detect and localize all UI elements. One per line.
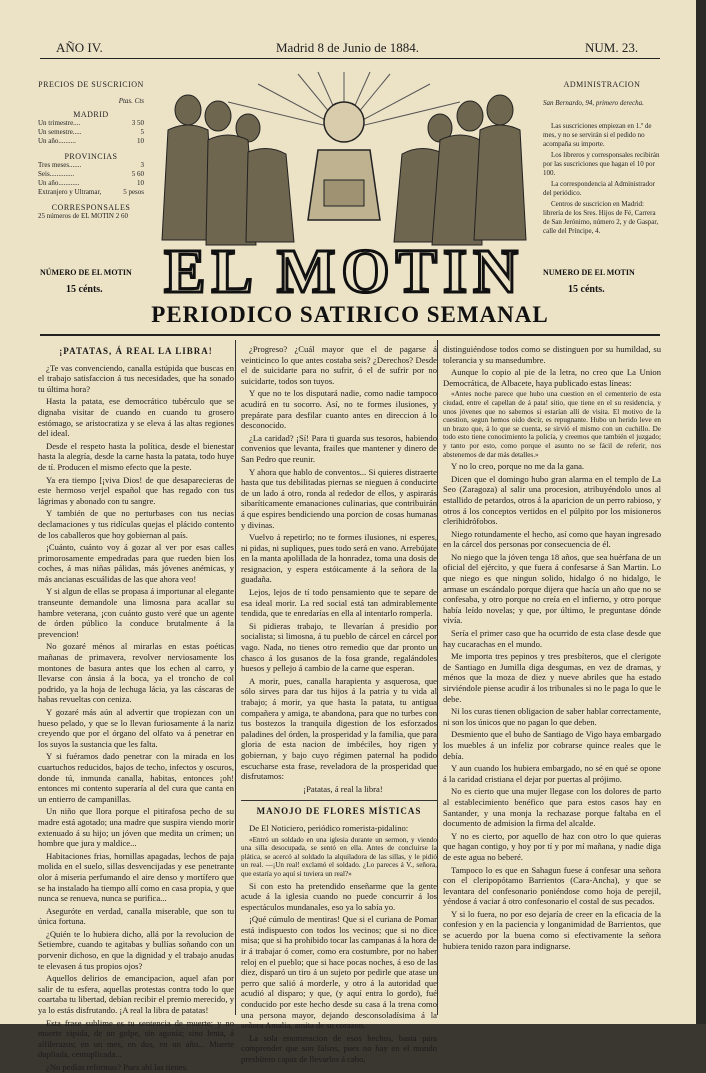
column-3	[443, 344, 661, 1014]
column-divider	[235, 340, 236, 1015]
paragraph: Niego rotundamente el hecho, así como que hayan ingresado en la cárcel dos personas por consecuencia de él.	[443, 528, 661, 550]
price-row: Un semestre..... 5	[38, 128, 144, 136]
paragraph: No gozaré ménos al mirarlas en estas poéticas mañanas de primavera, revolver nerviosamente los montones de basura antes que los echen al carro, y llevarse con ánsia á la boca, ya el troncho de col podrido, ya la hoja de lechuga lácia, ya las cáscaras de habas revueltas con ceniza.	[38, 641, 234, 705]
column-1	[38, 344, 234, 1072]
paragraph: Desmiento que el buho de Santiago de Vigo haya embargado los muebles á un infeliz por cobrarse quince reales que le debía.	[443, 729, 661, 761]
right-price: 15 cénts.	[568, 284, 605, 295]
admin-title: ADMINISTRACION	[563, 80, 641, 89]
admin-note: Centros de suscricion en Madrid: librería de los Sres. Hijos de Fé, Carrera de San Jerónimo, número 2, y de Gaspar, calle del Príncipe, 4.	[543, 200, 659, 235]
paragraph: Si con esto ha pretendido enseñarme que la gente acude á la iglesia cuando no puede concurrir á los espectáculos mundanales, eso ya lo sabía yo.	[241, 880, 437, 912]
provincias-title: PROVINCIAS	[64, 152, 118, 161]
paragraph: Lejos, lejos de tí todo pensamiento que te separe de esa ideal morir. La red social está tan admirablemente tendida, que te enredarías en ella al intentarlo romperla.	[241, 587, 437, 619]
paragraph: Vuelvo á repetirlo; no te formes ilusiones, ni esperes, ni pidas, ni supliques, pues todo será en vano. Arrebújate en la manta apolillada de la honradez, toma una dosis de resignacion, y espera estóicamente á la señora de la guadaña.	[241, 532, 437, 585]
price-row: Extranjero y Ultramar, 5 pesos	[38, 188, 144, 196]
paragraph: Sería el primer caso que ha ocurrido de esta clase desde que hay cucarachas en el mundo.	[443, 628, 661, 649]
paragraph: ¡Cuánto, cuánto voy á gozar al ver por esas calles primorosamente empedradas para que rueden bien los coches, á mas niñas pálidas, más jóvenes anémicas, y más ancianas escuálidas de las que ahora veo!	[38, 542, 234, 584]
prices-title: PRECIOS DE SUSCRICION	[38, 80, 144, 89]
issue-year: AÑO IV.	[56, 40, 103, 55]
column-2	[241, 344, 437, 1064]
paragraph: Dicen que el domingo hubo gran alarma en el templo de La Seo (Zaragoza) al salir una procesion, atribuyéndolo unos al estallido de petardos, otros á la aparicion de un perro rabioso, y otros á los conceptos vertidos en el púlpito por los misioneros clerihidrófobos.	[443, 473, 661, 527]
newspaper-slogan: PERIODICO SATIRICO SEMANAL	[151, 302, 549, 327]
admin-note: La correspondencia al Administrador del periódico.	[543, 180, 655, 197]
section-intro: De El Noticiero, periódico romerista-pidalino:	[249, 822, 409, 833]
price-row: Seis.............. 5 60	[38, 170, 144, 178]
paragraph: La sola enumeracion de esos hechos, basta para comprender que son falsos, pues no hay en el mundo presbítero capaz de llevarlos á cabo,	[241, 1032, 437, 1064]
paragraph: ¿La caridad? ¡Sí! Para ti guarda sus tesoros, habiendo convenios que levanta, frailes que mantener y dinero de San Pedro que reunir.	[241, 432, 437, 464]
paragraph: Ya era tiempo [¡viva Dios! de que desaparecieras de este hermoso verjel español que has regado con tus lágrimas y abonado con tu sangre.	[38, 474, 234, 506]
paragraph: Y gozaré más aún al advertir que tropiezan con un hueso pelado, y que se lo llevan furiosamente á la nariz creyendo que por el órgano del olfato va á penetrar en los suyos la sustancia que les falta.	[38, 707, 234, 749]
masthead-title: EL MOTIN	[164, 238, 524, 306]
paragraph: Y no es cierto, por aquello de haz con otro lo que quieras que hagan contigo, y hoy por tí y por mí mañana, y nadie diga de este agua no beberé.	[443, 830, 661, 862]
paragraph: Y también de que no perturbases con tus necias declamaciones y tus ridículas quejas el plácido contento de los caballeros que hoy gobiernan al país.	[38, 508, 234, 540]
paragraph: Aseguróte en verdad, canalla miserable, que son tu única fortuna.	[38, 905, 234, 927]
paragraph: ¿Progreso? ¿Cuál mayor que el de pagarse á veinticinco lo que antes costaba seis? ¿Derechos? Desde el de suicidarte para no sufrir, ó el de sufrir por no suicidarte, todos son tuyos.	[241, 344, 437, 386]
admin-address: San Bernardo, 94, primero derecha.	[543, 99, 644, 107]
figure-head-icon	[324, 102, 364, 142]
left-price: 15 cénts.	[66, 284, 103, 295]
paragraph: A morir, pues, canalla harapienta y asquerosa, que sólo sirves para dar tus hijos á la patria y tu vida al trabajo; á morir, ya que hasta la patata, tu antigua compañera y amiga, te abandona, para que no turbes con tus bostezos la tranquila digestion de los esforzados paladines del órden, la prosperidad y la familia, que para gloria de esta nacion de imbéciles, hoy rigen y gobiernan, y bajo cuyo régimen paternal ha podido escucharse esta frase, reveladora de la prosperidad que disfrutamos:	[241, 675, 437, 782]
paragraph: No es cierto que una mujer llegase con los dolores de parto al establecimiento benéfico que para estos casos hay en Santander, y una monja la rechazase porque faltaba en el documento de admision la firma del alcalde.	[443, 786, 661, 829]
paragraph: ¿Quién te lo hubiera dicho, allá por la revolucion de Setiembre, cuando te agitabas y bullías soñando con un porvenir dichoso, en que la dignidad y el trabajo anudas te elevasen á tus propios ojos?	[38, 928, 234, 971]
paragraph: Hasta la patata, ese democrático tubérculo que se dignaba visitar de cuando en cuando tu grosero estómago, se aristocratiza y se eleva á las altas regiones del ideal.	[38, 396, 234, 439]
article-headline: ¡PATATAS, Á REAL LA LIBRA!	[59, 346, 213, 356]
paragraph: ¿No pedías reformas? Pues ahí las tienes.	[46, 1062, 188, 1072]
price-row: Un año.......... 10	[38, 137, 144, 145]
paragraph: Y que no te los disputará nadie, como nadie tampoco acudirá en tu socorro. Así, no te formes ilusiones, y prepárate para desfilar cuanto antes en direccion á lo desconocido.	[241, 388, 437, 431]
paragraph: Y aun cuando los hubiera embargado, no sé en qué se opone á la caridad cristiana el dejar por puertas al prójimo.	[443, 763, 661, 784]
column-divider	[437, 340, 438, 1015]
prices-col-labels: Ptas. Cts	[118, 97, 144, 105]
issue-number: NUM. 23.	[585, 40, 639, 55]
admin-note: Los libreros y corresponsales recibirán por las suscriciones que hagan el 10 por 100.	[543, 151, 660, 177]
masthead-illustration	[148, 70, 540, 306]
issue-date: Madrid 8 de Junio de 1884.	[276, 40, 419, 55]
price-row: Un trimestre.... 3 50	[38, 119, 144, 127]
crowd-right-icon	[394, 95, 526, 245]
paragraph: Ni los curas tienen obligacion de saber hablar correctamente, ni son los únicos que no pagan lo que deben.	[443, 706, 661, 727]
paragraph: distinguiéndose todos como se distinguen por su humildad, su tolerancia y su mansedumbre.	[443, 344, 661, 365]
price-row: Tres meses....... 3	[38, 161, 144, 169]
price-row: Un año............ 10	[38, 179, 144, 187]
paragraph: Aunque lo copio al pie de la letra, no creo que La Union Democrática, de Albacete, haya publicado estas líneas:	[443, 367, 661, 388]
paragraph: Tampoco lo es que en Sahagun fuese á confesar una señora con el cleripopótamo Barrientos (Cara-Ancha), y que se levantara del confesonario poniéndose como hoja de perejil, yéndose á vaciar á otro confesonario el costal de sus pecados.	[443, 864, 661, 907]
paragraph: Y si fuéramos dado penetrar con la mirada en los cuartuchos reducidos, bajos de techo, infectos y oscuros, donde tú, inmunda canalla, habitas, entonces ¡oh! entonces mi contento superaría al del cura que canta en un entierro de campanillas.	[38, 751, 234, 804]
right-price-label: NUMERO DE EL MOTIN	[543, 268, 635, 277]
paragraph: ¿Te vas convenciendo, canalla estúpida que buscas en el trabajo satisfaccion á tus necesidades, que ha sonado tu última hora?	[38, 362, 234, 394]
paragraph: Me importa tres pepinos y tres presbíteros, que el clerigote de Santiago en Jumilla diga desgumas, en vez de dramas, y ménos que la moza de diez y nueve abriles que ha estado sirviéndole piense acudir á los tribunales si no le paga lo que le debe.	[443, 651, 661, 704]
paragraph: Un niño que llora porque el pitirafosa pecho de su madre está agotado; una madre que suspira viendo morir extenuado á su hijo; un jóven que medita un crímen; un hombre que jura y maldice...	[38, 806, 234, 849]
section-title: MANOJO DE FLORES MÍSTICAS	[241, 800, 437, 817]
paragraph: ¡Qué cúmulo de mentiras! Que si el curiana de Pomar está indispuesto con todos los vecinos; que si no dice misa; que si ha prohibido tocar las campanas á la hora de ir á trabajar ó comer, como era costumbre, por no haber reloj en el pueblo; que si hace pocas noches, á eso de las diez, disparó un tiro á un sujeto por pedirle que atase un perro que salió á morderle, y otro á la autoridad que acudió al disparo; y que, (y aquí entra lo gordo), fué conducido por este hecho desde su casa á la trena como una persona mayor, dejando desconsoladísima á la señora Amalia, amita de su corazon.	[241, 914, 437, 1031]
paragraph: Si pidieras trabajo, te llevarían á presidio por socialista; si limosna, á tu pueblo de cárcel en cárcel por vago. Nada, no tienes otro remedio que dar pronto un chasco á los gusanos de la fosa grande, regalándoles huesos y pellejo á cambio de la carne que esperan.	[241, 620, 437, 674]
corresponsales-title: CORRESPONSALES	[51, 203, 131, 212]
admin-note: Las suscriciones empiezan en 1.º de mes, y no se servirán si el pedido no acompaña su importe.	[543, 122, 652, 148]
administration-box	[543, 80, 661, 236]
madrid-title: MADRID	[73, 110, 109, 119]
paragraph: Desde el respeto hasta la política, desde el bienestar hasta la alegría, desde la carne hasta la patata, todo huye de tí. Producen el mismo efecto que la peste.	[38, 440, 234, 472]
corresponsales-text: 25 números de EL MOTIN 2 60	[38, 212, 128, 220]
paragraph: Y si lo fuera, no por eso dejaría de creer en la eficacia de la confesion y en la paciencia y longanimidad de Barrientos, que se acuerdo por la buena como si efectivamente la señora hubiera tenido razon para indignarse.	[443, 908, 661, 951]
paragraph: Y ahora que hablo de conventos... Si quieres distraerte hasta que tus debilitadas piernas se nieguen á conducirte de un lado á otro, ronda al rededor de ellos, y aspirarás sibaríticamente emanaciones culinarias, que contribuirán á que espires bendiciendo una porcion de cosas humanas y divinas.	[241, 466, 437, 530]
crowd-left-icon	[162, 95, 294, 245]
quote-block: «Entró un soldado en una iglesia durante un sermon, y viendo una silla desocupada, se sentó en ella. Antes de concluirse la plática, se acercó al soldado la alquiladora de las sillas, y le pidió un real. —¡Un real! exclamó el soldado. ¿Lo pareces á V., señora, que estaría yo aquí si tuviera un real?»	[241, 835, 437, 878]
paragraph: No niego que la jóven tenga 18 años, que sea huérfana de un oficial del ejército, y que fuera á confesarse á San Martin. Lo que niego es que ningun solido, hidalgo ó no hidalgo, le armase un escándalo porque dijera que hacía un año que no se confesaba, y otro porque no creía en el infierno, y otro porque había leído novelas; y que, por último, le preguntase dónde vivía.	[443, 551, 661, 626]
paragraph: Y no lo creo, porque no me da la gana.	[451, 461, 585, 472]
paragraph: Habitaciones frias, hornillas apagadas, lechos de paja molida en el suelo, sillas desvencijadas y ese penetrante olor á miseria perfumando el aire denso y mortífero que se ha instalado ha tiempo allí como en casa propia, y que nunca se renueva, nunca se purifica...	[38, 850, 234, 904]
subscription-prices	[38, 80, 144, 221]
paragraph: Aquellos delirios de emancipacion, aquel afan por salir de tu esfera, aquellas protestas contra todo lo que coartaba tu libertad, debían recibir el premio merecido, y ya lo estás disfrutando. ¡A real la libra de patatas!	[38, 973, 234, 1016]
paragraph: ¡Patatas, á real la libra!	[303, 783, 383, 794]
quote-block: «Antes noche parece que hubo una cuestion en el cementerio de esta ciudad, entre el capellan de á pata! sitio, que tiene en el su residencia, y unos jóvenes que no sabemos si estarían allí de visita. El motivo de la cuestion, segun hemos oido decir, es repugnante. Hubo un herido leve en un brazo que, á lo que se cuenta, se sirvió el mismo con un cuchillo. De todo esto tiene conocimiento la policía, y creemos que también el juzgado; y tanto por esto, como porque el asunto no se fácil de referir, nos abstenemos de dar más detalles.»	[443, 390, 661, 459]
title-rule	[40, 334, 660, 336]
header-rule	[40, 58, 660, 59]
paragraph: Esta frase sublime es tu sentencia de muerte; y no muerte rápida, de un golpe, sin agonía; sino lenta, á alfilerazos; en un mes, en dos, en un año... Muerte dupliada, centuplicada...	[38, 1017, 234, 1060]
crest-icon	[324, 180, 364, 206]
page-edge	[696, 0, 706, 1024]
left-price-label: NÚMERO DE EL MOTIN	[40, 268, 132, 277]
paragraph: Y si algun de ellas se propasa á importunar al elegante transeunte demandole una limosna para acallar su hambre veterana, ¡con cuánto gusto veré que un agente de órden público la conduce brutalmente á la prevencion!	[38, 586, 234, 639]
